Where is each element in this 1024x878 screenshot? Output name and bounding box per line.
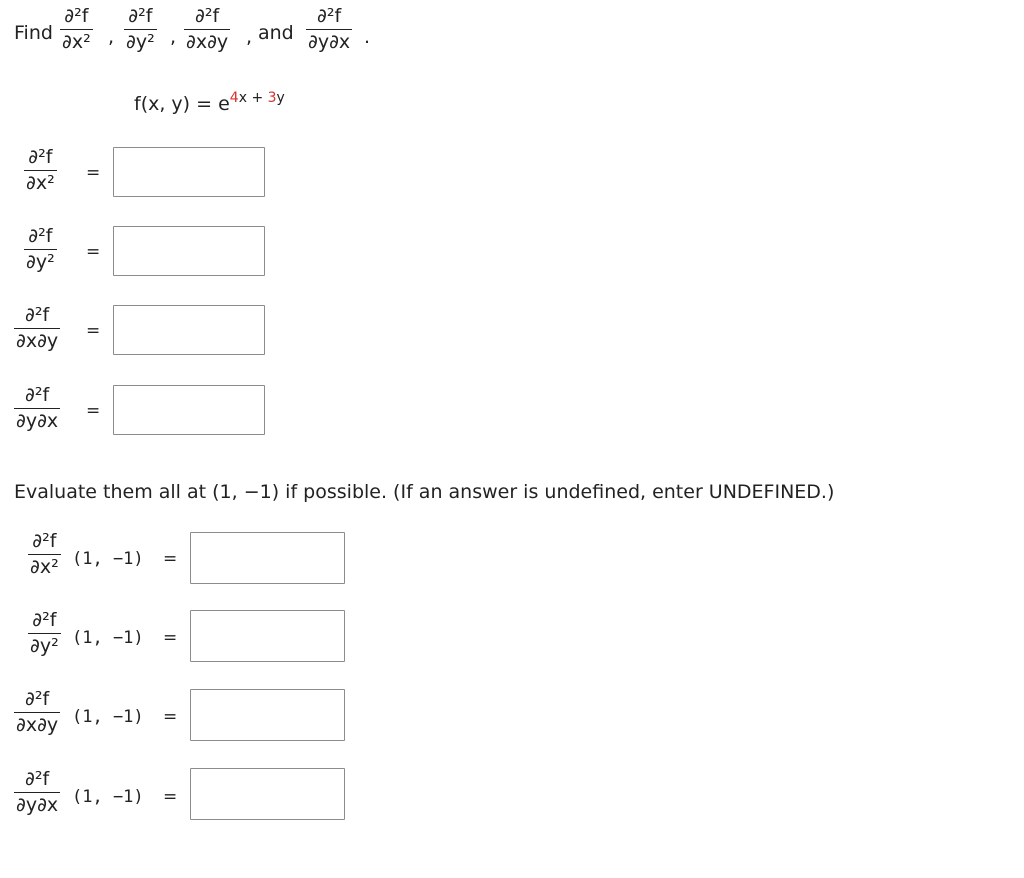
- exponent-coef-x: 4: [229, 90, 239, 106]
- fraction-fyy: [24, 227, 57, 272]
- answer-fxy-input[interactable]: [113, 305, 265, 355]
- fraction-fxy: [14, 690, 60, 735]
- answer-fxx-input[interactable]: [113, 147, 265, 197]
- fraction-denominator: ∂y∂x: [16, 794, 59, 816]
- header-fraction-dy2: [124, 7, 157, 52]
- function-lhs: f(x, y) = e: [134, 93, 230, 115]
- fraction-denominator: ∂x²: [30, 556, 59, 578]
- comma: ,: [108, 26, 115, 48]
- fraction-numerator: ∂²f: [64, 5, 89, 27]
- fraction-denominator: ∂y∂x: [308, 31, 351, 53]
- comma: ,: [246, 26, 253, 48]
- equals-sign: =: [86, 401, 101, 421]
- fraction-numerator: ∂²f: [32, 609, 57, 631]
- answer-fxx-at-point-input[interactable]: [190, 532, 345, 584]
- equals-sign: =: [163, 628, 178, 648]
- answer-fyx-input[interactable]: [113, 385, 265, 435]
- fraction-fyx: [14, 386, 60, 431]
- fraction-numerator: ∂²f: [32, 530, 57, 552]
- header-fraction-dxdy: [184, 7, 230, 52]
- fraction-fxx: [28, 532, 61, 577]
- equals-sign: =: [86, 163, 101, 183]
- equals-sign: =: [163, 787, 178, 807]
- equals-sign: =: [86, 242, 101, 262]
- answer-fyy-at-point-input[interactable]: [190, 610, 345, 662]
- fraction-numerator: ∂²f: [317, 5, 342, 27]
- fraction-numerator: ∂²f: [25, 384, 50, 406]
- and-label: and: [258, 22, 294, 44]
- fraction-denominator: ∂x∂y: [186, 31, 229, 53]
- answer-fxy-at-point-input[interactable]: [190, 689, 345, 741]
- header-fraction-dx2: [60, 7, 93, 52]
- fraction-denominator: ∂y²: [26, 251, 55, 273]
- fraction-fyx: [14, 770, 60, 815]
- fraction-numerator: ∂²f: [25, 304, 50, 326]
- answer-fyx-at-point-input[interactable]: [190, 768, 345, 820]
- fraction-numerator: ∂²f: [28, 225, 53, 247]
- find-label: Find: [14, 22, 53, 44]
- fraction-numerator: ∂²f: [25, 768, 50, 790]
- equals-sign: =: [163, 707, 178, 727]
- fraction-denominator: ∂y∂x: [16, 410, 59, 432]
- fraction-fyy: [28, 611, 61, 656]
- exponent-y: y: [276, 90, 285, 106]
- exponent-coef-y: 3: [267, 90, 277, 106]
- function-exponent: [230, 90, 285, 106]
- header-fraction-dydx: [306, 7, 352, 52]
- comma: ,: [170, 26, 177, 48]
- function-definition: [134, 90, 285, 115]
- fraction-numerator: ∂²f: [28, 146, 53, 168]
- fraction-numerator: ∂²f: [128, 5, 153, 27]
- evaluation-point: (1, −1): [72, 787, 144, 807]
- fraction-numerator: ∂²f: [195, 5, 220, 27]
- exponent-x: x +: [238, 90, 268, 106]
- period: .: [364, 26, 371, 48]
- fraction-numerator: ∂²f: [25, 688, 50, 710]
- fraction-denominator: ∂y²: [30, 635, 59, 657]
- fraction-denominator: ∂x∂y: [16, 330, 59, 352]
- fraction-fxy: [14, 306, 60, 351]
- fraction-fxx: [24, 148, 57, 193]
- answer-fyy-input[interactable]: [113, 226, 265, 276]
- fraction-denominator: ∂x²: [62, 31, 91, 53]
- equals-sign: =: [86, 321, 101, 341]
- fraction-denominator: ∂x∂y: [16, 714, 59, 736]
- fraction-denominator: ∂y²: [126, 31, 155, 53]
- fraction-denominator: ∂x²: [26, 172, 55, 194]
- evaluation-point: (1, −1): [72, 549, 144, 569]
- evaluation-point: (1, −1): [72, 707, 144, 727]
- evaluate-instruction: Evaluate them all at (1, −1) if possible. (If an answer is undefined, enter UNDEFINED.): [14, 481, 835, 503]
- equals-sign: =: [163, 549, 178, 569]
- evaluation-point: (1, −1): [72, 628, 144, 648]
